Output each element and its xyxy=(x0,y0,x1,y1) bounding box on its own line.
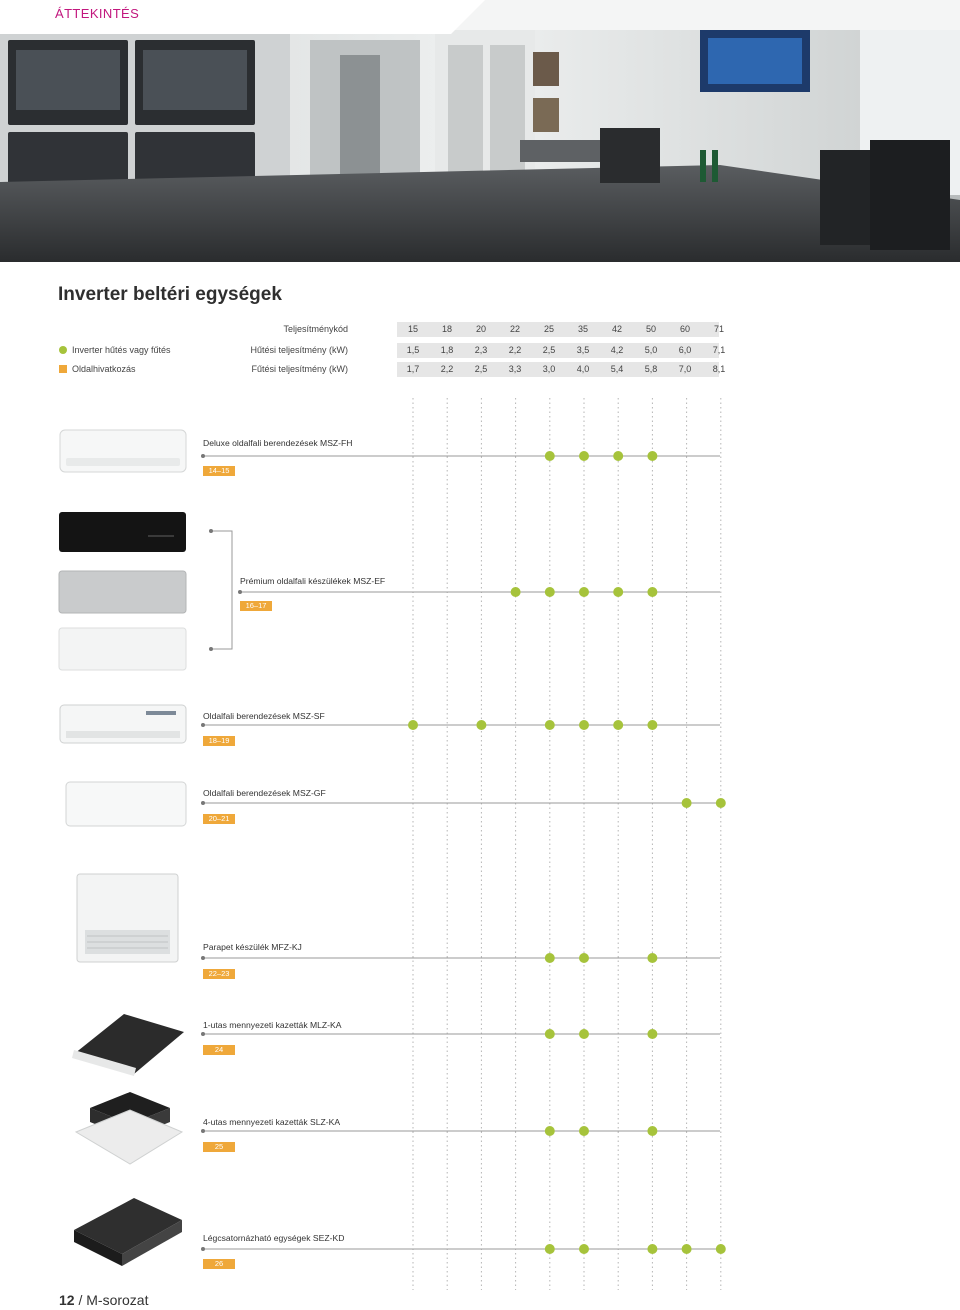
row-start-dot xyxy=(201,454,205,458)
availability-dot-35 xyxy=(579,587,589,597)
availability-dot-50 xyxy=(647,587,657,597)
availability-dot-25 xyxy=(545,720,555,730)
table-cell: 2,2 xyxy=(440,364,454,374)
table-cell: 5,4 xyxy=(610,364,624,374)
availability-dot-50 xyxy=(647,1244,657,1254)
product-name-mlz-ka: 1-utas mennyezeti kazetták MLZ-KA xyxy=(203,1020,342,1030)
row-label-heating: Fűtési teljesítmény (kW) xyxy=(251,364,348,374)
product-name-msz-ef: Prémium oldalfali készülékek MSZ-EF xyxy=(240,576,386,586)
product-name-mfz-kj: Parapet készülék MFZ-KJ xyxy=(203,942,302,952)
availability-dot-25 xyxy=(545,587,555,597)
product-name-slz-ka: 4-utas mennyezeti kazetták SLZ-KA xyxy=(203,1117,341,1127)
page-ref-badge: 20–21 xyxy=(203,814,235,824)
table-cell: 5,0 xyxy=(644,345,658,355)
availability-dot-35 xyxy=(579,953,589,963)
availability-dot-22 xyxy=(511,587,521,597)
table-cell: 3,0 xyxy=(542,364,556,374)
page-number: 12 xyxy=(59,1292,75,1308)
availability-dot-35 xyxy=(579,1126,589,1136)
table-cell: 1,7 xyxy=(406,364,420,374)
table-cell: 4,0 xyxy=(576,364,590,374)
table-cell: 3,3 xyxy=(508,364,522,374)
availability-dot-50 xyxy=(647,720,657,730)
availability-dot-42 xyxy=(613,451,623,461)
availability-dot-60 xyxy=(682,798,692,808)
table-cell: 3,5 xyxy=(576,345,590,355)
msz-ef-black-unit-image xyxy=(58,511,188,553)
availability-dot-25 xyxy=(545,1029,555,1039)
table-cell: 42 xyxy=(611,324,622,334)
mlz-ka-unit-image xyxy=(64,1010,189,1080)
product-name-msz-gf: Oldalfali berendezések MSZ-GF xyxy=(203,788,326,798)
availability-dot-35 xyxy=(579,1244,589,1254)
variant-bracket xyxy=(211,531,232,649)
legend-label: Oldalhivatkozás xyxy=(72,364,136,374)
table-cell: 50 xyxy=(645,324,656,334)
availability-dot-71 xyxy=(716,798,726,808)
row-start-dot xyxy=(201,1032,205,1036)
row-start-dot xyxy=(201,723,205,727)
table-cell: 71 xyxy=(713,324,724,334)
row-start-dot xyxy=(201,1129,205,1133)
availability-dot-25 xyxy=(545,953,555,963)
page-ref-badge: 25 xyxy=(203,1142,235,1152)
table-cell: 7,0 xyxy=(678,364,692,374)
product-name-sez-kd: Légcsatornázható egységek SEZ-KD xyxy=(203,1233,345,1243)
availability-dot-42 xyxy=(613,720,623,730)
availability-dot-25 xyxy=(545,1126,555,1136)
msz-fh-unit-image xyxy=(58,428,188,476)
table-cell: 4,2 xyxy=(610,345,624,355)
availability-dot-50 xyxy=(647,1126,657,1136)
msz-ef-silver-unit-image xyxy=(58,570,188,614)
table-cell: 60 xyxy=(679,324,690,334)
msz-sf-unit-image xyxy=(58,703,188,745)
availability-dot-25 xyxy=(545,1244,555,1254)
availability-dot-35 xyxy=(579,451,589,461)
row-start-dot xyxy=(238,590,242,594)
bracket-dot xyxy=(209,647,213,651)
row-start-dot xyxy=(201,801,205,805)
page-title: Inverter beltéri egységek xyxy=(58,284,282,305)
footer-series: / M-sorozat xyxy=(74,1292,149,1308)
bracket-dot xyxy=(209,529,213,533)
table-cell: 2,5 xyxy=(474,364,488,374)
table-cell: 2,5 xyxy=(542,345,556,355)
table-cell: 22 xyxy=(509,324,520,334)
availability-dot-50 xyxy=(647,953,657,963)
page-ref-badge: 24 xyxy=(203,1045,235,1055)
table-cell: 20 xyxy=(475,324,486,334)
sez-kd-unit-image xyxy=(64,1190,186,1270)
table-cell: 8,1 xyxy=(712,364,726,374)
table-cell: 25 xyxy=(543,324,554,334)
availability-dot-35 xyxy=(579,720,589,730)
slz-ka-unit-image xyxy=(70,1088,185,1170)
mfz-kj-unit-image xyxy=(75,872,180,964)
msz-gf-unit-image xyxy=(64,780,188,828)
availability-dot-35 xyxy=(579,1029,589,1039)
availability-dot-15 xyxy=(408,720,418,730)
table-cell: 18 xyxy=(441,324,452,334)
table-cell: 35 xyxy=(577,324,588,334)
availability-dot-71 xyxy=(716,1244,726,1254)
table-cell: 2,3 xyxy=(474,345,488,355)
availability-dot-60 xyxy=(682,1244,692,1254)
page-footer xyxy=(59,1292,148,1308)
legend-label: Inverter hűtés vagy fűtés xyxy=(72,345,171,355)
availability-dot-25 xyxy=(545,451,555,461)
msz-ef-white-unit-image xyxy=(58,627,188,671)
availability-dot-20 xyxy=(476,720,486,730)
row-start-dot xyxy=(201,1247,205,1251)
row-label-cooling: Hűtési teljesítmény (kW) xyxy=(250,345,348,355)
table-cell: 1,8 xyxy=(440,345,454,355)
product-name-msz-fh: Deluxe oldalfali berendezések MSZ-FH xyxy=(203,438,353,448)
availability-dot-50 xyxy=(647,1029,657,1039)
table-cell: 5,8 xyxy=(644,364,658,374)
page-ref-badge: 14–15 xyxy=(203,466,235,476)
availability-dot-50 xyxy=(647,451,657,461)
table-cell: 1,5 xyxy=(406,345,420,355)
page-ref-badge: 26 xyxy=(203,1259,235,1269)
page-ref-badge: 18–19 xyxy=(203,736,235,746)
availability-dot-42 xyxy=(613,587,623,597)
table-cell: 2,2 xyxy=(508,345,522,355)
page-ref-badge: 16–17 xyxy=(240,601,272,611)
page-ref-badge: 22–23 xyxy=(203,969,235,979)
product-name-msz-sf: Oldalfali berendezések MSZ-SF xyxy=(203,711,325,721)
table-cell: 6,0 xyxy=(678,345,692,355)
row-start-dot xyxy=(201,956,205,960)
table-cell: 7,1 xyxy=(712,345,726,355)
table-cell: 15 xyxy=(407,324,418,334)
section-kicker: ÁTTEKINTÉS xyxy=(0,0,157,34)
row-label-capacity-code: Teljesítménykód xyxy=(283,324,348,334)
